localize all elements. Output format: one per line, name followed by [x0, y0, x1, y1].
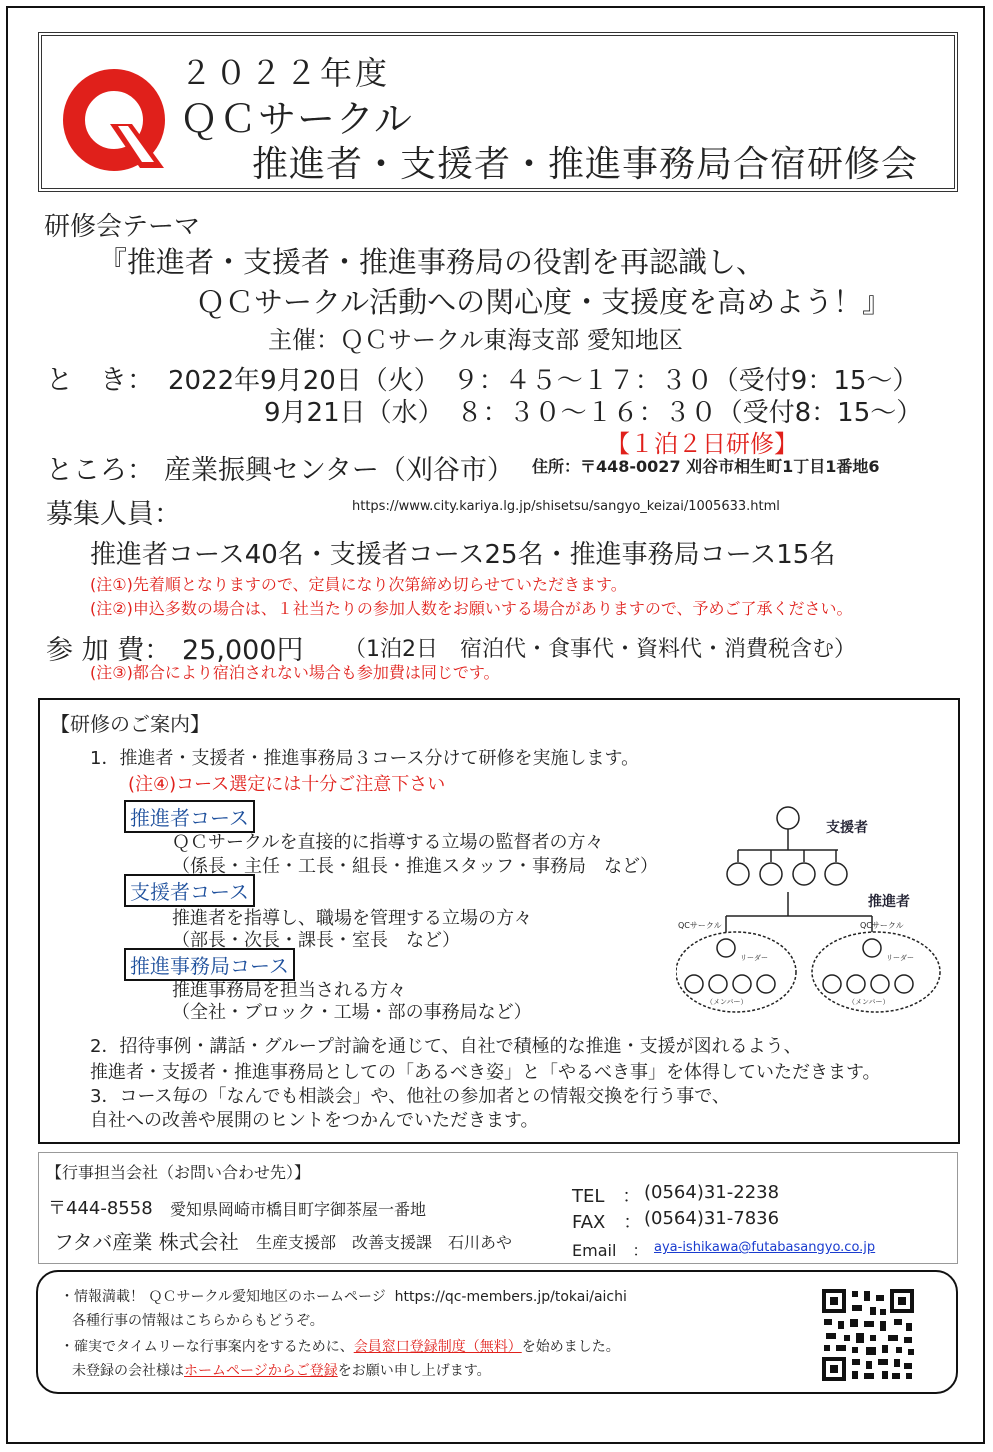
info-line-2: 各種行事の情報はこちらからもどうぞ。: [72, 1313, 324, 1329]
tel-label: TEL ：: [572, 1186, 641, 1207]
info-line-3: [60, 1336, 620, 1356]
diagram-member-label: （メンバー）: [706, 998, 748, 1006]
header-name: ＱＣサークル: [180, 97, 413, 141]
homepage-url[interactable]: https://qc-members.jp/tokai/aichi: [394, 1289, 627, 1305]
svg-text:QCサークル: [860, 921, 904, 930]
svg-text:（メンバー）: [848, 998, 890, 1006]
svg-text:リーダー: [740, 954, 768, 962]
fee-detail: （1泊2日 宿泊代・食事代・資料代・消費税含む）: [344, 637, 856, 662]
course-desc: （部長・次長・課長・室長 など）: [172, 930, 460, 951]
diagram-leader-label: リーダー: [740, 954, 768, 962]
contact-dept: 生産支援部 改善支援課 石川あや: [256, 1233, 513, 1252]
course-desc: 推進者を指導し、職場を管理する立場の方々: [172, 908, 532, 929]
course-desc: ＱＣサークルを直接的に指導する立場の監督者の方々: [172, 832, 604, 853]
stay-note: 【１泊２日研修】: [606, 430, 798, 458]
info-line-4-tail: をお願い申し上げます。: [337, 1363, 491, 1379]
registration-link[interactable]: 会員窓口登録制度（無料）: [353, 1339, 522, 1355]
contact-heading: 【行事担当会社（お問い合わせ先）】: [46, 1163, 311, 1182]
course-desc: （全社・ブロック・工場・部の事務局など）: [172, 1002, 532, 1023]
guide-item-3a: 3．コース毎の「なんでも相談会」や、他社の参加者との情報交換を行う事で、: [90, 1086, 730, 1107]
svg-text:推進者: [868, 893, 910, 910]
fee-label: 参 加 費：: [46, 635, 172, 666]
when-label: と き：: [46, 365, 154, 396]
guide-item-2b: 推進者・支援者・推進事務局としての「あるべき姿」と「やるべき事」を体得していただきます。: [90, 1062, 881, 1083]
contact-address: 愛知県岡崎市橋目町字御茶屋一番地: [170, 1200, 427, 1219]
qr-code-icon[interactable]: [820, 1287, 916, 1383]
svg-text:QCサークル: [678, 921, 722, 930]
page-title: 推進者・支援者・推進事務局合宿研修会: [252, 144, 919, 185]
org-diagram: [676, 798, 946, 1018]
svg-text:リーダー: [886, 954, 914, 962]
email-link[interactable]: aya-ishikawa@futabasangyo.co.jp: [654, 1240, 876, 1255]
diagram-top-label: 支援者: [826, 820, 868, 836]
guide-item-2a: 2．招待事例・講話・グループ討論を通じて、自社で積極的な推進・支援が図れるよう、: [90, 1036, 802, 1057]
when-day-2: 9月21日（水） ８：３０～１６：３０（受付8：15～）: [264, 398, 923, 428]
when-day-1: 2022年9月20日（火） ９：４５～１７：３０（受付9：15～）: [168, 366, 919, 396]
fee-amount: 25,000円: [182, 635, 304, 666]
note-2: (注②)申込多数の場合は、１社当たりの参加人数をお願いする場合がありますので、予めご了承ください。: [90, 599, 853, 618]
diagram-circle-label: QCサークル: [860, 921, 904, 930]
fax-label: FAX ：: [572, 1212, 642, 1233]
info-line-3-tail: を始めました。: [521, 1339, 620, 1355]
note-3: (注③)都合により宿泊されない場合も参加費は同じです。: [90, 663, 500, 682]
theme-line-2: ＱＣサークル活動への関心度・支援度を高めよう！』: [196, 285, 892, 319]
note-4: (注④)コース選定には十分ご注意下さい: [128, 774, 446, 795]
course-tag-secretariat: 推進事務局コース: [124, 948, 295, 981]
homepage-register-link[interactable]: ホームページからご登録: [184, 1363, 338, 1379]
info-line-4: [72, 1360, 491, 1380]
theme-line-1: 『推進者・支援者・推進事務局の役割を再認識し、: [98, 245, 766, 279]
svg-text:（メンバー）: [706, 998, 748, 1006]
contact-company: フタバ産業 株式会社: [54, 1230, 239, 1254]
course-desc: 推進事務局を担当される方々: [172, 980, 406, 1001]
where-label: ところ：: [46, 455, 154, 486]
capacity-label: 募集人員：: [46, 499, 181, 530]
diagram-leader-label: リーダー: [886, 954, 914, 962]
course-desc: （係長・主任・工長・組長・推進スタッフ・事務局 など）: [172, 856, 658, 877]
info-line-1-text: ・情報満載！ ＱＣサークル愛知地区のホームページ: [60, 1289, 386, 1305]
fax-number: (0564)31-7836: [644, 1208, 780, 1229]
info-line-3-text: ・確実でタイムリーな行事案内をするために、: [60, 1339, 354, 1355]
contact-zip: 〒444-8558: [48, 1198, 153, 1219]
info-line-1: [60, 1286, 627, 1306]
tel-number: (0564)31-2238: [644, 1182, 780, 1203]
venue-address: 住所：〒448-0027 刈谷市相生町1丁目1番地6: [532, 457, 880, 476]
header-year: ２０２２年度: [180, 54, 391, 92]
info-line-4-text: 未登録の会社様は: [72, 1363, 184, 1379]
course-tag-supporter: 支援者コース: [124, 874, 255, 907]
guide-item-3b: 自社への改善や展開のヒントをつかんでいただきます。: [90, 1110, 539, 1131]
diagram-mid-label: 推進者: [868, 894, 910, 910]
diagram-member-label: （メンバー）: [848, 998, 890, 1006]
venue-url[interactable]: https://www.city.kariya.lg.jp/shisetsu/sangyo_keizai/1005633.html: [352, 499, 780, 514]
email-label: Email ：: [572, 1241, 649, 1260]
diagram-circle-label: QCサークル: [678, 921, 722, 930]
capacity-courses: 推進者コース40名・支援者コース25名・推進事務局コース15名: [90, 540, 836, 570]
organizer: 主催：ＱＣサークル東海支部 愛知地区: [268, 326, 683, 354]
note-1: (注①)先着順となりますので、定員になり次第締め切らせていただきます。: [90, 575, 627, 594]
course-tag-promoter: 推進者コース: [124, 800, 255, 833]
svg-text:支援者: [826, 819, 868, 836]
venue: 産業振興センター（刈谷市）: [164, 455, 514, 486]
guide-heading: 【研修のご案内】: [50, 712, 210, 736]
qc-logo-icon: [62, 68, 170, 176]
theme-label: 研修会テーマ: [44, 212, 201, 242]
guide-item-1: 1．推進者・支援者・推進事務局３コース分けて研修を実施します。: [90, 748, 640, 769]
